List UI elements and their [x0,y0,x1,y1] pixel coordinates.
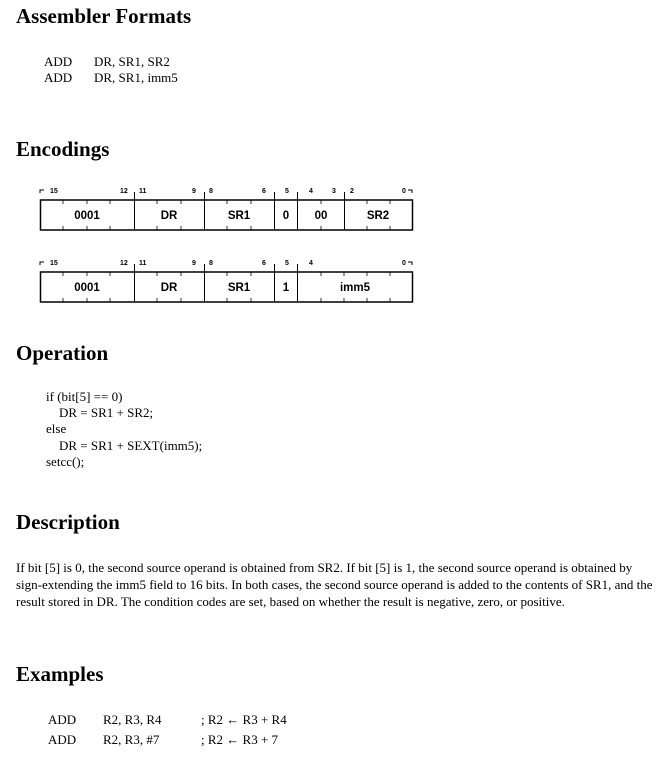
pseudocode-line: DR = SR1 + SR2; [46,405,154,421]
example-mnemonic: ADD [48,732,77,747]
operation-pseudocode [46,389,202,470]
pseudocode-line: else [46,421,67,437]
format-mnemonic: ADD [44,54,73,69]
assembler-formats-list [44,54,178,86]
encoding-diagram-immediate-mode [40,255,430,307]
examples-list [48,710,287,750]
encoding-diagram-register-mode [40,183,430,235]
bit-label: 6 [262,188,266,195]
format-operands: DR, SR1, imm5 [94,70,178,85]
encoding-register-mode-svg [40,183,430,235]
pseudocode-line: DR = SR1 + SEXT(imm5); [46,437,203,453]
section-heading-assembler-formats: Assembler Formats [16,4,192,28]
example-operands: R2, R3, R4 [103,712,162,727]
format-mnemonic: ADD [44,70,73,85]
bit-label: 6 [262,260,266,267]
encoding-immediate-mode-svg [40,255,430,307]
bit-label: 12 [120,188,128,195]
bit-label: 3 [332,188,336,195]
field-sr1: SR1 [227,282,251,294]
bit-label: 2 [350,188,354,195]
field-opcode: 0001 [74,210,100,222]
format-line [44,70,178,86]
field-sr1: SR1 [227,210,251,222]
format-line [44,54,178,70]
bit-label: 8 [209,260,213,267]
example-mnemonic: ADD [48,712,77,727]
example-operands: R2, R3, #7 [103,732,160,747]
bit-label: 9 [192,260,196,267]
field-imm5: imm5 [339,282,371,294]
bit-label: 0 [402,188,406,195]
bit-label: 12 [120,260,128,267]
section-heading-description: Description [16,510,120,534]
field-unused: 00 [314,210,328,222]
example-comment: ; R2 ← R3 + R4 [201,712,287,727]
bit-label: 15 [50,188,58,195]
field-mode-bit: 1 [282,282,290,294]
example-line [48,730,287,750]
bit-label: 11 [139,260,147,267]
bit-label: 15 [50,260,58,267]
bit-label: 8 [209,188,213,195]
example-line [48,710,287,730]
field-sr2: SR2 [366,210,390,222]
description-paragraph: If bit [5] is 0, the second source operand is obtained from SR2. If bit [5] is 1, the second source operand is obtained by sign-extending the imm5 field to 16 bits. In both cases, the second source operand is added to the contents of SR1, and the result stored in DR. The condition codes are set, based on whether the result is negative, zero, or positive. [16,560,653,609]
example-comment: ; R2 ← R3 + 7 [201,732,279,747]
bit-label: 4 [309,260,313,267]
bit-label: 5 [285,188,289,195]
format-operands: DR, SR1, SR2 [94,54,170,69]
field-dr: DR [160,282,178,294]
bit-label: 5 [285,260,289,267]
field-opcode: 0001 [74,282,100,294]
pseudocode-line: setcc(); [46,453,85,469]
field-dr: DR [160,210,178,222]
section-heading-examples: Examples [16,662,104,686]
bit-label: 11 [139,188,147,195]
section-heading-operation: Operation [16,341,109,365]
field-mode-bit: 0 [282,210,290,222]
pseudocode-line: if (bit[5] == 0) [46,389,123,404]
bit-label: 9 [192,188,196,195]
section-heading-encodings: Encodings [16,137,110,161]
bit-label: 4 [309,188,313,195]
bit-label: 0 [402,260,406,267]
